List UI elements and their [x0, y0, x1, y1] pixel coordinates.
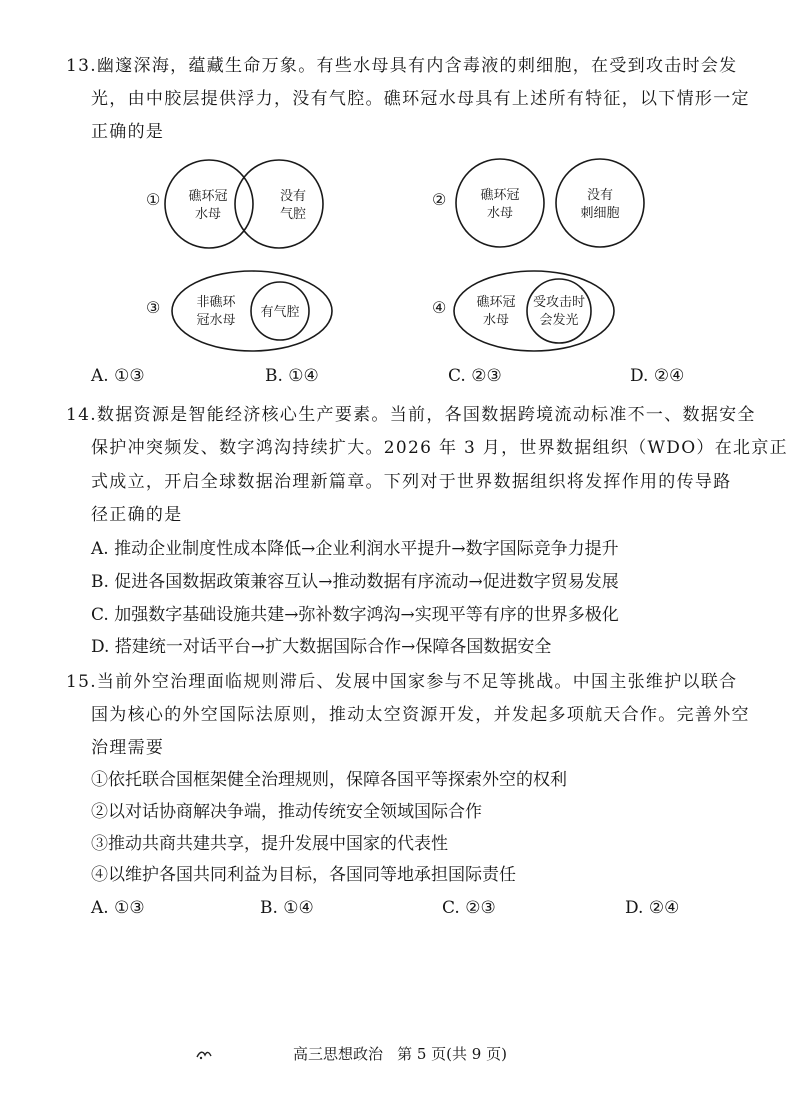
- q15-item-3: ③推动共商共建共享，提升发展中国家的代表性: [91, 834, 448, 854]
- q15-option-a: A. ①③: [91, 898, 145, 918]
- page-footer: [0, 1044, 800, 1064]
- q13-stem-line-3: 正确的是: [91, 122, 165, 142]
- q13-option-b: B. ①④: [265, 366, 319, 386]
- footer-page-number: 第 5 页(共 9 页): [397, 1045, 507, 1063]
- footer-subject: 高三思想政治: [293, 1045, 384, 1063]
- diagram-1-b-line-2: 气腔: [279, 207, 307, 222]
- diagram-3-b-line-1: 有气腔: [260, 305, 300, 320]
- diagram-3-venn: [170, 268, 336, 358]
- diagram-1-number: ①: [146, 190, 161, 209]
- q14-option-a: A. 推动企业制度性成本降低→企业利润水平提升→数字国际竞争力提升: [91, 539, 619, 559]
- diagram-2-a-line-2: 水母: [486, 206, 514, 221]
- q14-stem-line-2: 保护冲突频发、数字鸿沟持续扩大。2026 年 3 月，世界数据组织（WDO）在北京正: [91, 438, 788, 458]
- diagram-2-number: ②: [432, 190, 447, 209]
- diagram-4-a-line-2: 水母: [482, 313, 510, 328]
- q13-stem-line-2: 光，由中胶层提供浮力，没有气腔。礁环冠水母具有上述所有特征，以下情形一定: [91, 89, 750, 109]
- circle-a: [165, 160, 253, 248]
- diagram-1-a-line-2: 水母: [194, 207, 222, 222]
- diagram-2-venn: [450, 155, 645, 253]
- diagram-3-a-line-1: 非礁环: [196, 295, 236, 310]
- q13-option-d: D. ②④: [630, 366, 685, 386]
- circle-b: [235, 160, 323, 248]
- diagram-1-venn: [163, 156, 333, 254]
- inner-circle: [527, 279, 591, 343]
- diagram-4-b-line-1: 受攻击时: [532, 295, 586, 310]
- diagram-4-number: ④: [432, 298, 447, 317]
- q15-item-4: ④以维护各国共同利益为目标，各国同等地承担国际责任: [91, 865, 516, 885]
- diagram-1-a-line-1: 礁环冠: [188, 189, 228, 204]
- diagram-2-b-line-2: 刺细胞: [580, 206, 620, 221]
- diagram-3-a-line-2: 冠水母: [196, 313, 236, 328]
- q14-option-c: C. 加强数字基础设施共建→弥补数字鸿沟→实现平等有序的世界多极化: [91, 605, 619, 625]
- diagram-2-b-line-1: 没有: [586, 188, 614, 203]
- q15-option-b: B. ①④: [260, 898, 314, 918]
- diagram-4-a-line-1: 礁环冠: [476, 295, 516, 310]
- q15-stem-line-3: 治理需要: [91, 738, 165, 758]
- q14-option-d: D. 搭建统一对话平台→扩大数据国际合作→保障各国数据安全: [91, 637, 552, 657]
- circle-a: [456, 159, 544, 247]
- q15-item-2: ②以对话协商解决争端，推动传统安全领域国际合作: [91, 802, 482, 822]
- q14-option-b: B. 促进各国数据政策兼容互认→推动数据有序流动→促进数字贸易发展: [91, 572, 619, 592]
- diagram-2-a-line-1: 礁环冠: [480, 188, 520, 203]
- outer-ellipse: [454, 271, 614, 351]
- q14-stem-line-1: 14.数据资源是智能经济核心生产要素。当前，各国数据跨境流动标准不一、数据安全: [66, 405, 756, 425]
- q15-stem-line-2: 国为核心的外空国际法原则，推动太空资源开发，并发起多项航天合作。完善外空: [91, 705, 750, 725]
- diagram-1-b-line-1: 没有: [279, 189, 307, 204]
- q15-option-d: D. ②④: [625, 898, 680, 918]
- q15-item-1: ①依托联合国框架健全治理规则，保障各国平等探索外空的权利: [91, 770, 567, 790]
- diagram-4-venn: [452, 268, 618, 358]
- q15-stem-line-1: 15.当前外空治理面临规则滞后、发展中国家参与不足等挑战。中国主张维护以联合: [66, 672, 738, 692]
- q13-option-a: A. ①③: [91, 366, 145, 386]
- diagram-3-number: ③: [146, 298, 161, 317]
- diagram-4-b-line-2: 会发光: [539, 313, 579, 328]
- q14-stem-line-3: 式成立，开启全球数据治理新篇章。下列对于世界数据组织将发挥作用的传导路: [91, 472, 732, 492]
- q15-option-c: C. ②③: [442, 898, 496, 918]
- q14-stem-line-4: 径正确的是: [91, 505, 183, 525]
- outer-ellipse: [172, 271, 332, 351]
- q13-stem-line-1: 13.幽邃深海，蕴藏生命万象。有些水母具有内含毒液的刺细胞，在受到攻击时会发: [66, 56, 738, 76]
- q13-option-c: C. ②③: [448, 366, 502, 386]
- circle-b: [556, 159, 644, 247]
